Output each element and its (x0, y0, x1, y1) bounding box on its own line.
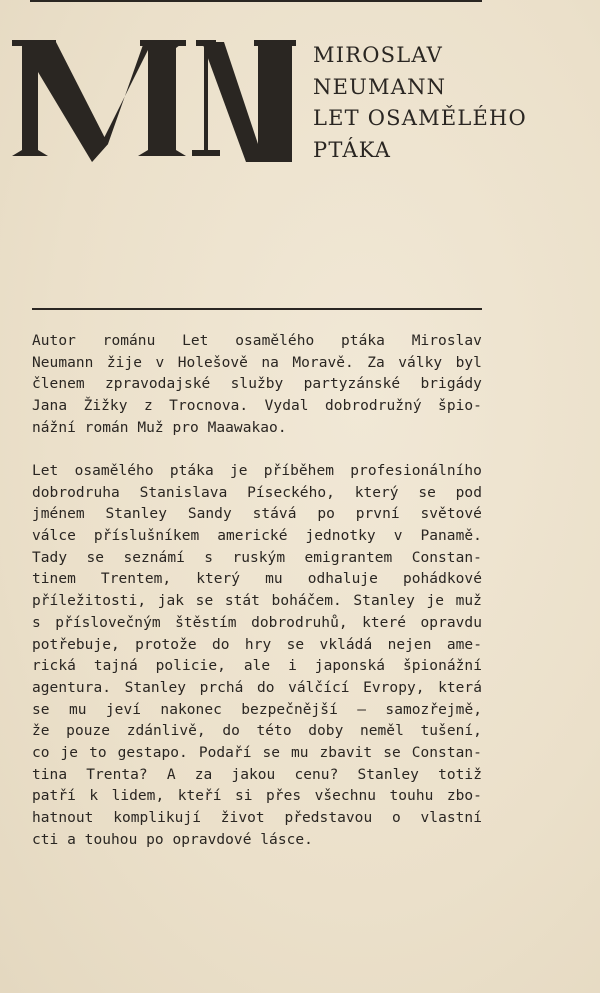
text-line: co je to gestapo. Podaří se mu zbavit se Constan- (32, 744, 482, 761)
text-line: cti a touhou po opravdové lásce. (32, 831, 313, 848)
text-line: dobrodruha Stanislava Píseckého, který se pod (32, 484, 482, 501)
text-line: jménem Stanley Sandy stává po první světové (32, 506, 482, 523)
text-line: hatnout komplikují život představou o vlastní (32, 810, 482, 826)
section-divider (32, 308, 482, 310)
text-line: patří k lidem, kteří si přes všechnu touhu zbo- (32, 788, 482, 805)
text-line: agentura. Stanley prchá do válčící Evropy, která (32, 679, 482, 696)
about-author-paragraph (32, 331, 482, 439)
book-title-line-2: PTÁKA (313, 137, 392, 162)
text-line: Autor románu Let osamělého ptáka Miroslav (32, 333, 482, 349)
text-line: tinem Trentem, který mu odhaluje pohádkové (32, 571, 482, 588)
text-line: Jana Žižky z Trocnova. Vydal dobrodružný špio- (32, 398, 482, 415)
text-line: Neumann žije v Holešově na Moravě. Za války byl (32, 354, 482, 371)
text-line: rická tajná policie, ale i japonská špionážní (32, 658, 482, 675)
mn-monogram (12, 38, 296, 164)
top-rule (30, 0, 482, 2)
text-line: Let osamělého ptáka je příběhem profesionálního (32, 463, 482, 479)
synopsis-paragraph (32, 461, 482, 851)
book-title-line-1: LET OSAMĚLÉHO (313, 106, 527, 130)
text-line: potřebuje, protože do hry se vkládá nejen ame- (32, 636, 482, 653)
text-line: s příslovečným štěstím dobrodruhů, které opravdu (32, 614, 482, 631)
text-line: válce příslušníkem americké jednotky v Panamě. (32, 528, 482, 545)
text-line: nážní román Muž pro Maawakao. (32, 419, 287, 436)
author-first-name: MIROSLAV (313, 43, 444, 67)
text-line: tina Trenta? A za jakou cenu? Stanley totiž (32, 766, 482, 783)
text-line: členem zpravodajské služby partyzánské brigády (32, 376, 482, 393)
publisher-logo (12, 38, 296, 164)
cover-title-block (313, 40, 527, 166)
text-line: příležitosti, jak se stát boháčem. Stanley je muž (32, 593, 482, 610)
author-last-name: NEUMANN (313, 74, 447, 99)
text-line: Tady se seznámí s ruským emigrantem Constan- (32, 549, 482, 566)
text-line: se mu jeví nakonec bezpečnější — samozřejmě, (32, 701, 482, 718)
text-line: že pouze zdánlivě, do této doby neměl tušení, (32, 723, 482, 740)
